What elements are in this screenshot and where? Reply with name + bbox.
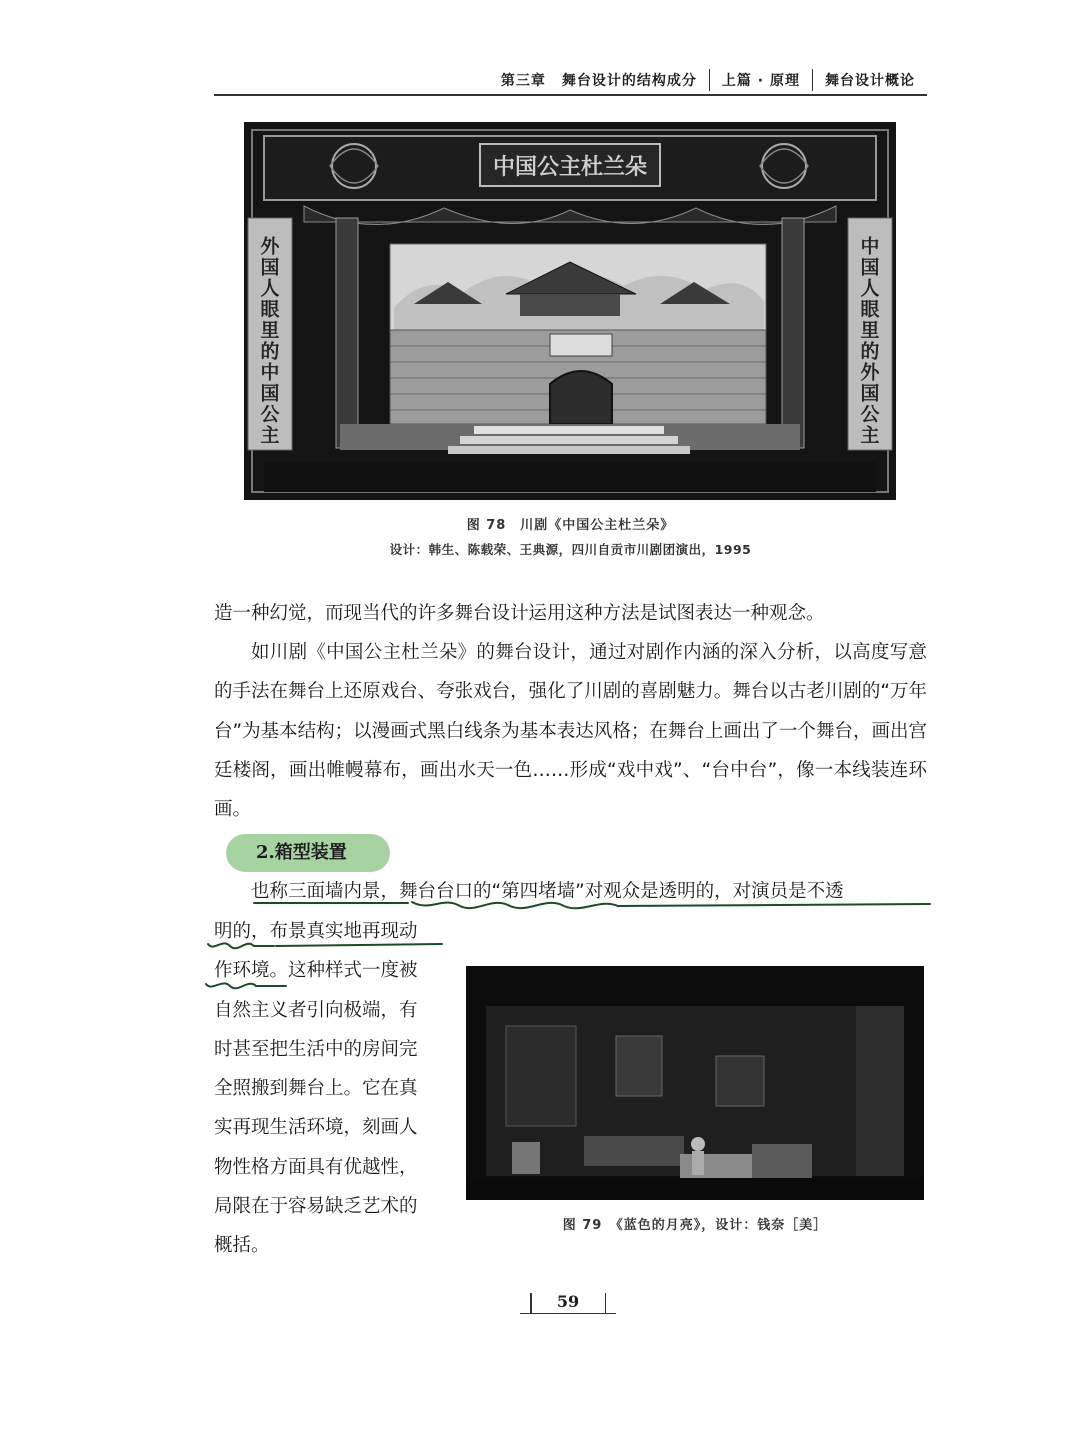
header-part: 上篇 · 原理 xyxy=(721,73,800,89)
figure-79-photo xyxy=(466,966,924,1200)
figure-78-photo xyxy=(244,122,896,500)
figure-78-credit: 设计：韩生、陈载荣、王典源，四川自贡市川剧团演出，1995 xyxy=(389,542,752,557)
paragraph-2-line: 时甚至把生活中的房间完 xyxy=(214,1038,418,1060)
paragraph-2-line: 作环境。这种样式一度被 xyxy=(214,960,418,982)
figure-78-top-banner: 中国公主杜兰朵 xyxy=(492,155,648,180)
body-text-block xyxy=(214,594,927,829)
chapter-title: 舞台设计的结构成分 xyxy=(561,73,697,89)
figure-79-caption: 图 79 《蓝色的月亮》，设计：钱奈［美］ xyxy=(562,1218,828,1233)
paragraph-2-line: 全照搬到舞台上。它在真 xyxy=(214,1078,418,1100)
figure-78-left-banner-char: 国 xyxy=(260,256,280,279)
figure-78-right-banner-char: 人 xyxy=(860,277,880,300)
figure-78-left-banner-char: 里 xyxy=(260,319,280,342)
paragraph-2-line: 明的，布景真实地再现动 xyxy=(214,921,418,942)
header-chapter xyxy=(489,70,709,90)
paragraph-continuation: 造一种幻觉，而现当代的许多舞台设计运用这种方法是试图表达一种观念。 xyxy=(214,603,825,624)
figure-78-right-banner-char: 眼 xyxy=(860,298,880,321)
figure-78-left-banner-char: 公 xyxy=(260,403,280,426)
figure-78-right-banner-char: 主 xyxy=(860,424,880,447)
figure-78-right-banner-char: 中 xyxy=(860,235,880,258)
paragraph-2-line: 自然主义者引向极端，有 xyxy=(214,999,418,1021)
figure-78-left-banner-char: 人 xyxy=(260,277,280,300)
paragraph-1: 如川剧《中国公主杜兰朵》的舞台设计，通过对剧作内涵的深入分析，以高度写意的手法在舞台上还原戏台、夸张戏台，强化了川剧的喜剧魅力。舞台以古老川剧的“万年台”为基本结构；以漫画式黑白线条为基本表达风格；在舞台上画出了一个舞台，画出宫廷楼阁，画出帷幔幕布，画出水天一色……形成“戏中戏”、“台中台”，像一本线装连环画。 xyxy=(214,642,927,821)
chapter-number: 第三章 xyxy=(500,73,546,89)
paragraph-2-wrapped-column xyxy=(214,912,444,1266)
figure-78-right-banner-char: 公 xyxy=(860,403,880,426)
figure-78-caption: 图 78 川剧《中国公主杜兰朵》 xyxy=(466,518,675,533)
paragraph-2-line: 实再现生活环境，刻画人 xyxy=(214,1117,418,1139)
paragraph-2-first-line: 也称三面墙内景，舞台台口的“第四堵墙”对观众是透明的，对演员是不透 xyxy=(251,881,844,902)
paragraph-2-line: 局限在于容易缺乏艺术的 xyxy=(214,1196,418,1218)
figure-78-right-banner-char: 里 xyxy=(860,319,880,342)
figure-78-right-banner-char: 外 xyxy=(860,361,880,384)
figure-78-left-banner-char: 国 xyxy=(260,382,280,405)
figure-78-right-banner-char: 的 xyxy=(860,340,880,363)
figure-78-left-banner-char: 的 xyxy=(260,340,280,363)
figure-78-left-banner-char: 外 xyxy=(260,235,280,258)
paragraph-2-line: 概括。 xyxy=(214,1235,270,1257)
paragraph-2-line: 物性格方面具有优越性， xyxy=(214,1156,418,1178)
figure-78-left-banner-char: 主 xyxy=(260,424,280,447)
page-number: 59 xyxy=(520,1292,616,1314)
figure-78-right-banner-char: 国 xyxy=(860,382,880,405)
header-book-title: 舞台设计概论 xyxy=(825,73,915,89)
figure-78-right-banner-char: 国 xyxy=(860,256,880,279)
section-heading: 2.箱型装置 xyxy=(226,834,390,872)
running-header xyxy=(214,66,927,96)
figure-78-left-banner-char: 眼 xyxy=(260,298,280,321)
figure-78-left-banner-char: 中 xyxy=(260,361,280,384)
